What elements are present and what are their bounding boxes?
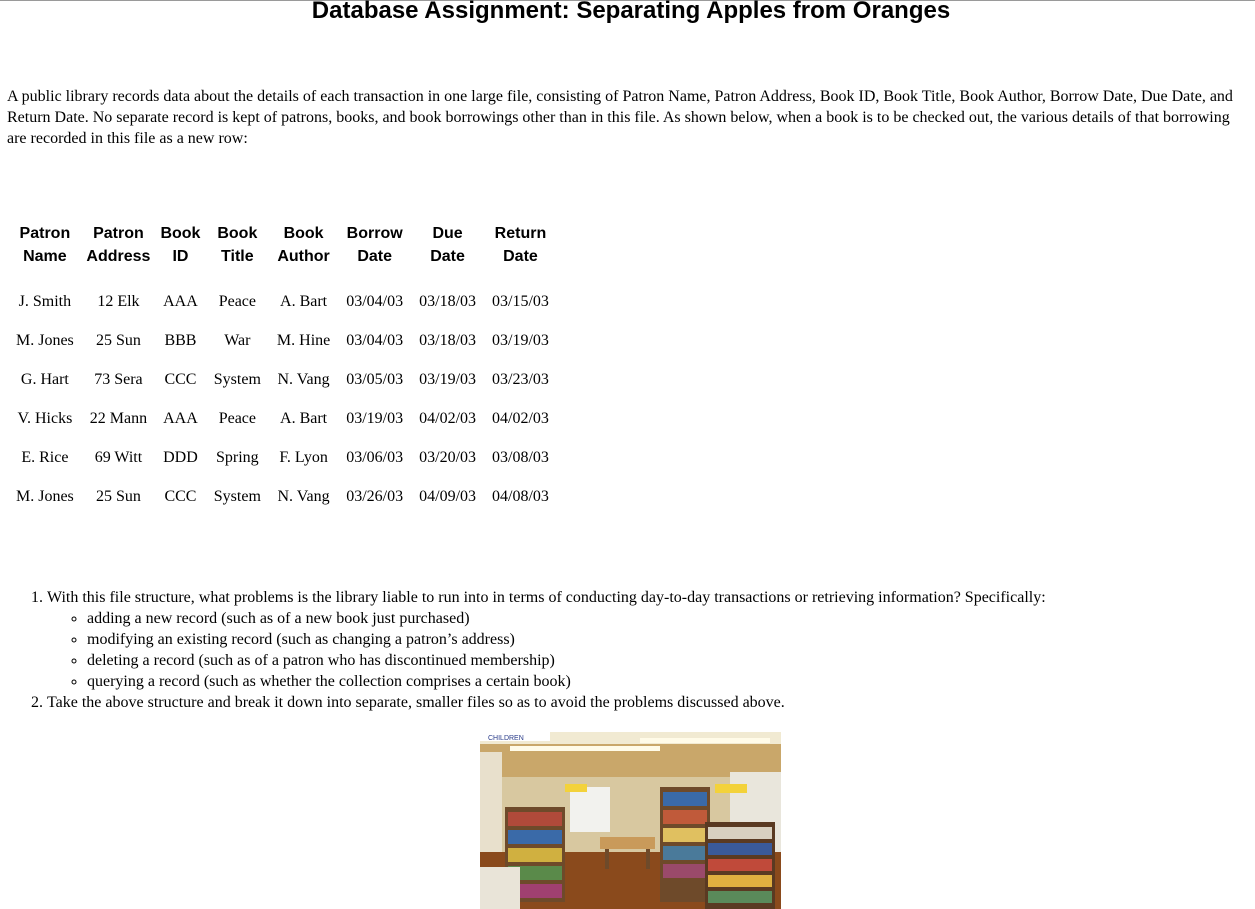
column-header xyxy=(207,219,268,282)
table-cell: 04/02/03 xyxy=(419,409,477,427)
armchair xyxy=(480,867,520,909)
table-cell: E. Rice xyxy=(21,448,69,466)
table-cell: M. Jones xyxy=(16,331,74,349)
table-cell: 25 Sun xyxy=(95,487,141,505)
table-cell: 04/08/03 xyxy=(492,487,549,505)
table-header-row xyxy=(9,219,556,282)
table-row xyxy=(9,360,556,399)
ceiling-light xyxy=(510,746,660,751)
table-cell: A. Bart xyxy=(280,292,328,310)
reading-table xyxy=(600,837,655,849)
subitem-deleting: ◦ deleting a record (such as of a patron who has discontinued membership) xyxy=(87,650,1247,671)
table-cell: 22 Mann xyxy=(89,409,148,427)
table-cell: 03/05/03 xyxy=(346,370,404,388)
table-cell: A. Bart xyxy=(280,409,328,427)
column-header xyxy=(156,219,205,282)
table-cell: Peace xyxy=(218,292,256,310)
questions-list xyxy=(0,587,1247,713)
table-cell: 03/19/03 xyxy=(492,331,549,349)
yellow-sign xyxy=(715,784,747,793)
table-cell: 69 Witt xyxy=(94,448,143,466)
table-cell: M. Hine xyxy=(276,331,331,349)
table-cell: AAA xyxy=(163,409,198,427)
column-header-line: Patron xyxy=(93,225,144,242)
table-cell: 04/09/03 xyxy=(419,487,477,505)
column-header xyxy=(9,219,81,282)
table-row xyxy=(9,477,556,516)
table-cell: CCC xyxy=(164,487,197,505)
question-1-subitems xyxy=(47,608,1247,692)
table-cell: AAA xyxy=(163,292,198,310)
table-cell: 25 Sun xyxy=(95,331,141,349)
table-cell: 12 Elk xyxy=(97,292,140,310)
library-interior-illustration xyxy=(480,732,781,909)
table-cell: System xyxy=(213,487,261,505)
children-sign: CHILDREN xyxy=(488,735,524,742)
table-row xyxy=(9,438,556,477)
table-cell: DDD xyxy=(163,448,198,466)
column-header-line: Due xyxy=(432,225,463,242)
column-header-line: Book xyxy=(217,225,258,242)
column-header-line: Author xyxy=(277,248,330,265)
table-cell: 73 Sera xyxy=(94,370,143,388)
table-cell: 03/23/03 xyxy=(492,370,549,388)
transactions-table xyxy=(7,219,558,516)
table-row xyxy=(9,282,556,321)
column-header-line: ID xyxy=(172,248,189,265)
column-header-line: Patron xyxy=(19,225,71,242)
table-cell: BBB xyxy=(164,331,197,349)
question-2: 2. Take the above structure and break it down into separate, smaller files so as to avoid the problems discussed above. xyxy=(47,692,1247,713)
column-header-line: Return xyxy=(494,225,547,242)
window xyxy=(570,787,610,832)
column-header xyxy=(339,219,410,282)
question-1-text: With this file structure, what problems is the library liable to run into in terms of conducting day-to-day transactions or retrieving information? Specifically: xyxy=(47,589,1046,606)
yellow-sign xyxy=(565,784,587,792)
library-photo xyxy=(480,732,781,909)
table-cell: N. Vang xyxy=(277,487,330,505)
table-cell: 03/04/03 xyxy=(346,292,404,310)
table-cell: 03/04/03 xyxy=(346,331,404,349)
column-header-line: Book xyxy=(160,225,201,242)
column-header xyxy=(412,219,483,282)
table-cell: 03/15/03 xyxy=(492,292,549,310)
table-row xyxy=(9,321,556,360)
column-header-line: Name xyxy=(23,248,67,265)
table-body xyxy=(9,282,556,516)
table-cell: 03/08/03 xyxy=(492,448,549,466)
column-header xyxy=(83,219,154,282)
table-cell: 03/19/03 xyxy=(346,409,404,427)
table-cell: 03/06/03 xyxy=(346,448,404,466)
question-1 xyxy=(47,587,1247,692)
column-header-line: Book xyxy=(283,225,324,242)
column-header-line: Address xyxy=(86,248,151,265)
subitem-modifying: ◦ modifying an existing record (such as changing a patron’s address) xyxy=(87,629,1247,650)
column-header-line: Date xyxy=(357,248,393,265)
subitem-querying: ◦ querying a record (such as whether the collection comprises a certain book) xyxy=(87,671,1247,692)
intro-paragraph: A public library records data about the details of each transaction in one large file, consisting of Patron Name, Patron Address, Book ID, Book Title, Book Author, Borrow Date, Due Date, and Return Date. No separate record is kept of patrons, books, and book borrowings other than in this file. As shown below, when a book is to be checked out, the various details of that borrowing are recorded in this file as a new row: xyxy=(7,88,1233,147)
ceiling-light xyxy=(640,738,770,743)
subitem-adding: ◦ adding a new record (such as of a new book just purchased) xyxy=(87,608,1247,629)
table-cell: 04/02/03 xyxy=(492,409,549,427)
table-cell: 03/19/03 xyxy=(419,370,477,388)
column-header xyxy=(270,219,337,282)
column-header-line: Title xyxy=(221,248,254,265)
column-header-line: Date xyxy=(503,248,538,265)
table-cell: Peace xyxy=(218,409,256,427)
table-cell: 03/26/03 xyxy=(346,487,404,505)
table-row xyxy=(9,399,556,438)
table-cell: 03/18/03 xyxy=(419,292,477,310)
table-cell: V. Hicks xyxy=(17,409,73,427)
page-title: Database Assignment: Separating Apples from Oranges xyxy=(311,0,951,24)
table-cell: CCC xyxy=(164,370,197,388)
table-cell: 03/18/03 xyxy=(419,331,477,349)
table-cell: G. Hart xyxy=(20,370,69,388)
table-cell: N. Vang xyxy=(277,370,330,388)
table-cell: 03/20/03 xyxy=(419,448,477,466)
table-cell: F. Lyon xyxy=(279,448,328,466)
table-cell: J. Smith xyxy=(18,292,72,310)
column-header xyxy=(485,219,556,282)
column-header-line: Borrow xyxy=(346,225,403,242)
table-cell: M. Jones xyxy=(16,487,74,505)
column-header-line: Date xyxy=(430,248,465,265)
table-cell: War xyxy=(224,331,251,349)
table-cell: System xyxy=(213,370,261,388)
table-cell: Spring xyxy=(216,448,259,466)
